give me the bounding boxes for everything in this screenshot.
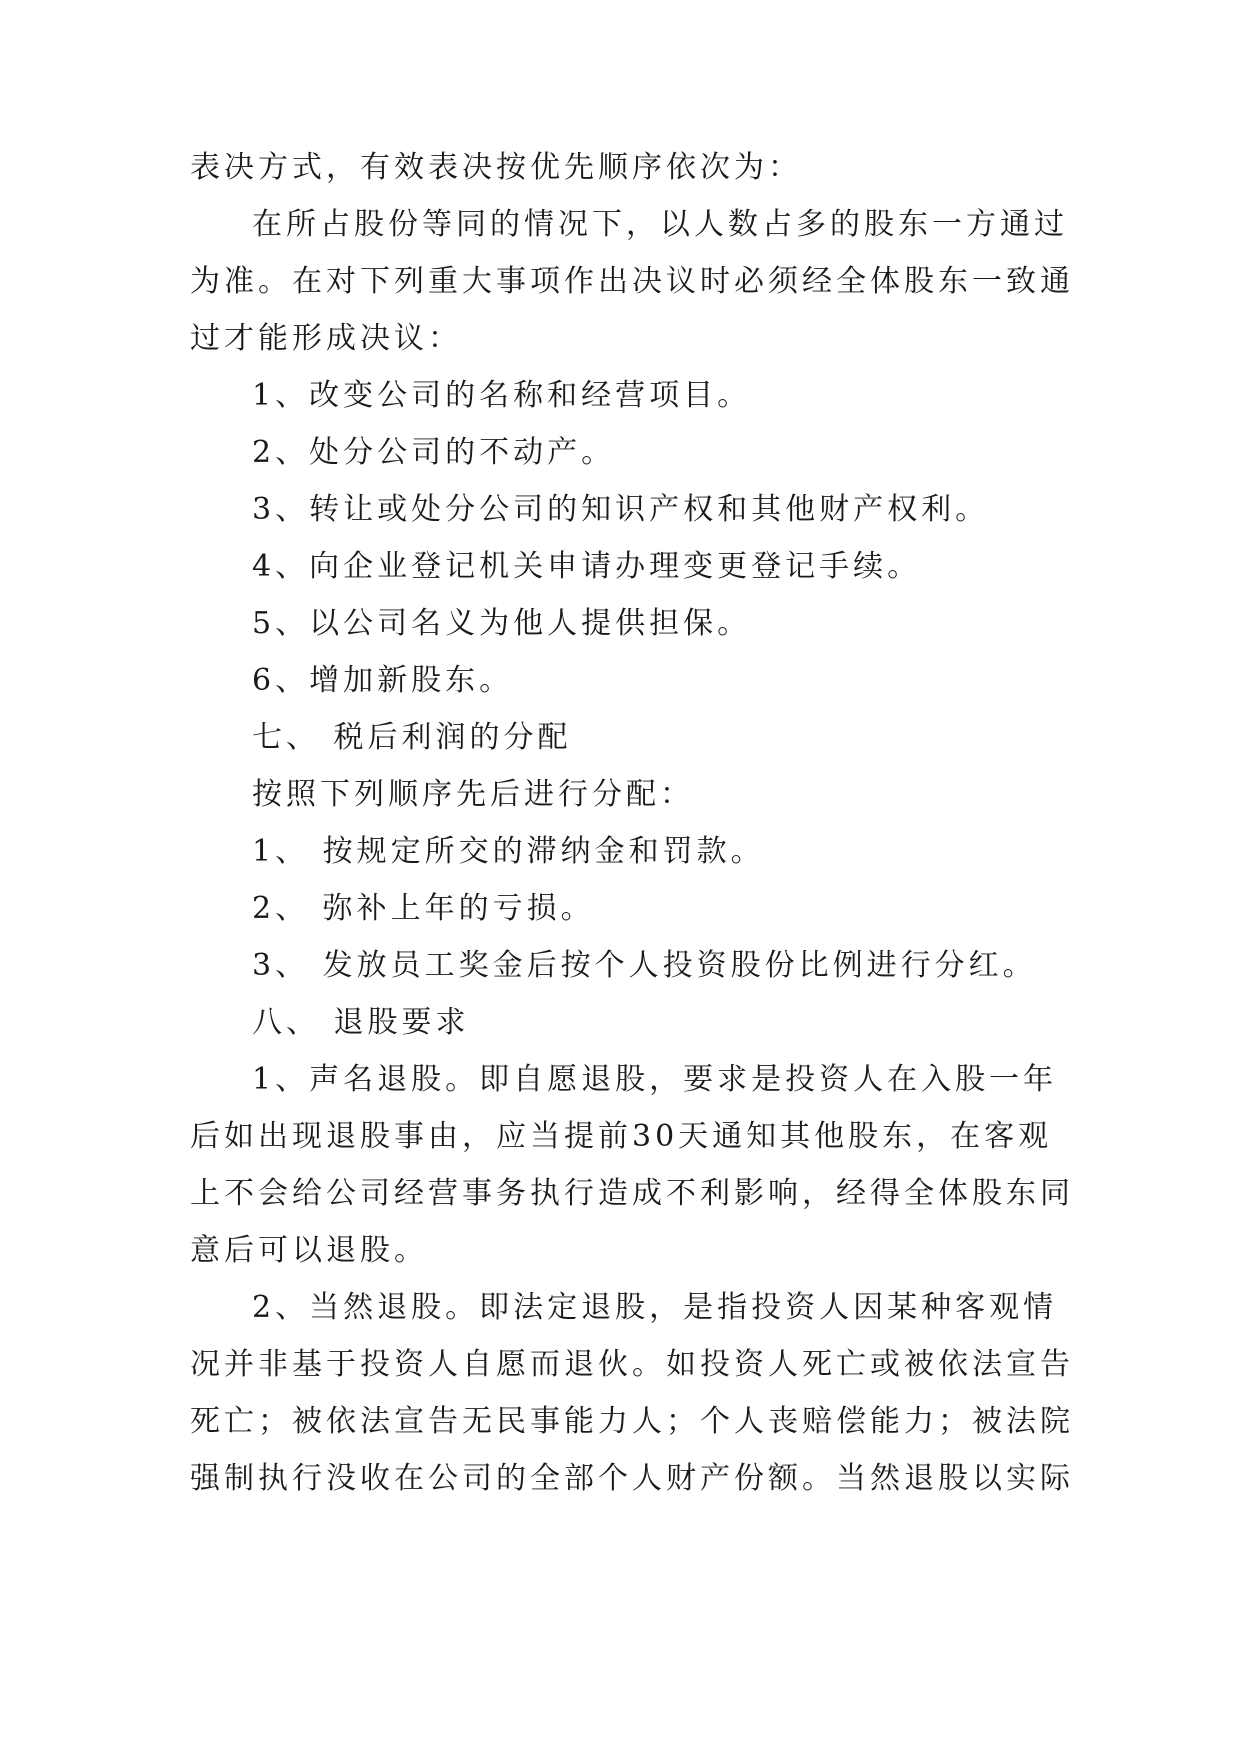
text-line: 表决方式，有效表决按优先顺序依次为：	[190, 150, 802, 185]
text-line: 按照下列顺序先后进行分配：	[252, 777, 694, 812]
list-item: 2、 弥补上年的亏损。	[252, 891, 595, 926]
list-item: 1、 按规定所交的滞纳金和罚款。	[252, 834, 765, 869]
text-line: 在所占股份等同的情况下，以人数占多的股东一方通过	[252, 207, 1068, 242]
text-line: 上不会给公司经营事务执行造成不利影响，经得全体股东同	[190, 1176, 1074, 1211]
text-line: 况并非基于投资人自愿而退伙。如投资人死亡或被依法宣告	[190, 1347, 1074, 1382]
text-line: 2、当然退股。即法定退股，是指投资人因某种客观情	[252, 1290, 1058, 1325]
section-heading: 八、 退股要求	[252, 1005, 470, 1040]
list-item: 2、处分公司的不动产。	[252, 435, 616, 470]
list-item: 6、增加新股东。	[252, 663, 514, 698]
text-line: 过才能形成决议：	[190, 321, 462, 356]
text-line: 意后可以退股。	[190, 1233, 428, 1268]
text-line: 为准。在对下列重大事项作出决议时必须经全体股东一致通	[190, 264, 1074, 299]
list-item: 5、以公司名义为他人提供担保。	[252, 606, 752, 641]
list-item: 1、改变公司的名称和经营项目。	[252, 378, 752, 413]
text-line: 死亡；被依法宣告无民事能力人；个人丧赔偿能力；被法院	[190, 1404, 1074, 1439]
section-heading: 七、 税后利润的分配	[252, 720, 572, 755]
text-line: 强制执行没收在公司的全部个人财产份额。当然退股以实际	[190, 1461, 1074, 1496]
list-item: 3、 发放员工奖金后按个人投资股份比例进行分红。	[252, 948, 1037, 983]
text-line: 后如出现退股事由，应当提前30天通知其他股东，在客观	[190, 1119, 1053, 1154]
text-line: 1、声名退股。即自愿退股，要求是投资人在入股一年	[252, 1062, 1058, 1097]
list-item: 4、向企业登记机关申请办理变更登记手续。	[252, 549, 922, 584]
list-item: 3、转让或处分公司的知识产权和其他财产权利。	[252, 492, 990, 527]
